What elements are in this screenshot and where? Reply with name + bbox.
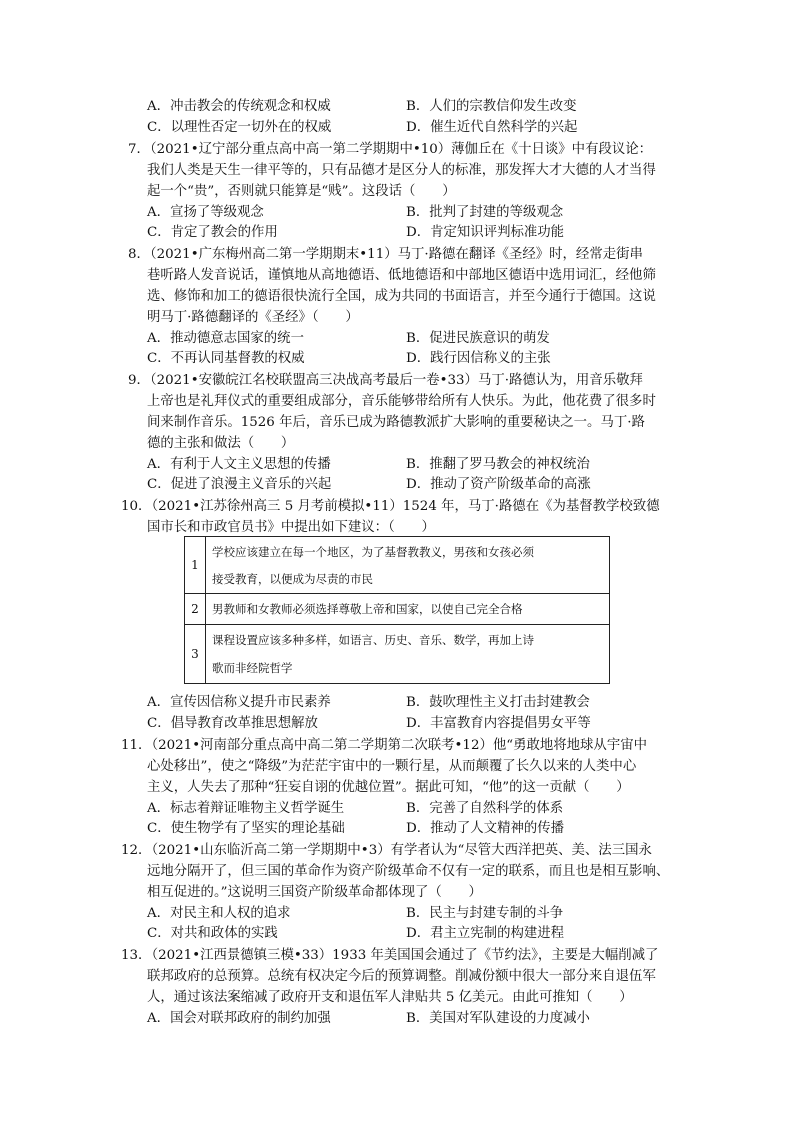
q11-stem-line-2: 心处移出”，使之“降级”为茫茫宇宙中的一颗行星，从而颠覆了长久以来的人类中心 <box>147 759 637 774</box>
q12-stem-line-2: 远地分隔开了，但三国的革命作为资产阶级革命不仅有一定的联系，而且也是相互影响、 <box>147 864 670 879</box>
q11-option-c: C．使生物学有了坚实的理论基础 <box>147 821 345 836</box>
table-row <box>185 625 610 684</box>
q11-option-d: D．推动了人文精神的传播 <box>406 821 565 836</box>
table-row-text: 男教师和女教师必须选择尊敬上帝和国家，以使自己完全合格 <box>206 594 610 625</box>
q8-stem-line-3: 选、修饰和加工的德语很快流行全国，成为共同的书面语言，并至今通行于德国。这说 <box>147 289 656 304</box>
table-row-text: 课程设置应该多种多样，如语言、历史、音乐、数学，再加上诗 歌而非经院哲学 <box>206 625 610 684</box>
q7-stem-line-3: 起一个“贵”，否则就只能算是“贱”。这段话（ ） <box>147 184 456 199</box>
q7-option-b: B．批判了封建的等级观念 <box>406 205 564 220</box>
table-row-text: 学校应该建立在每一个地区，为了基督教教义，男孩和女孩必须 接受教育，以便成为尽责的市民 <box>206 537 610 594</box>
q9-stem-line-2: 上帝也是礼拜仪式的重要组成部分，音乐能够带给所有人快乐。为此，他花费了很多时 <box>147 394 656 409</box>
q9-option-c: C．促进了浪漫主义音乐的兴起 <box>147 477 332 492</box>
q10-option-a: A．宣传因信称义提升市民素养 <box>147 695 331 710</box>
table-row <box>185 594 610 625</box>
table-row-number: 3 <box>185 625 206 684</box>
table-row <box>185 537 610 594</box>
q6-option-d: D．催生近代自然科学的兴起 <box>406 120 578 135</box>
q8-stem-line-1: 8．（2021•广东梅州高二第一学期期末•11）马丁·路德在翻译《圣经》时，经常走街串 <box>128 247 643 262</box>
q10-option-b: B．鼓吹理性主义打击封建教会 <box>406 695 590 710</box>
q9-option-b: B．推翻了罗马教会的神权统治 <box>406 457 590 472</box>
q10-stem-line-1: 10．（2021•江苏徐州高三 5 月考前模拟•11）1524 年，马丁·路德在《为基督教学校致德 <box>121 499 660 514</box>
q12-option-d: D．君主立宪制的构建进程 <box>406 926 565 941</box>
q8-option-d: D．践行因信称义的主张 <box>406 351 551 366</box>
q7-stem-line-1: 7．（2021•辽宁部分重点高中高一第二学期期中•10）薄伽丘在《十日谈》中有段议论： <box>128 142 653 157</box>
q8-stem-line-2: 巷听路人发音说话，谨慎地从高地德语、低地德语和中部地区德语中选用词汇，经他筛 <box>147 268 656 283</box>
q11-stem-line-3: 主义，人失去了那种“狂妄自诩的优越位置”。据此可知，“他”的这一贡献（ ） <box>147 780 630 795</box>
q9-stem-line-3: 间来制作音乐。1526 年后，音乐已成为路德教派扩大影响的重要秘诀之一。马丁·路 <box>147 415 645 430</box>
q7-stem-line-2: 我们人类是天生一律平等的，只有品德才是区分人的标准，那发挥大才大德的人才当得 <box>147 163 656 178</box>
q13-stem-line-1: 13．（2021•江西景德镇三模•33）1933 年美国国会通过了《节约法》，主要是大幅削减了 <box>121 948 659 963</box>
q9-option-a: A．有利于人文主义思想的传播 <box>147 457 331 472</box>
table-row-number: 1 <box>185 537 206 594</box>
q12-stem-line-1: 12．（2021•山东临沂高二第一学期期中•3）有学者认为“尽管大西洋把英、美、法三国永 <box>121 843 652 858</box>
q10-stem-line-2: 国市长和市政官员书》中提出如下建议：（ ） <box>147 520 435 535</box>
q7-option-c: C．肯定了教会的作用 <box>147 225 278 240</box>
q10-option-c: C．倡导教育改革推思想解放 <box>147 716 318 731</box>
q12-option-a: A．对民主和人权的追求 <box>147 906 291 921</box>
q12-stem-line-3: 相互促进的。”这说明三国资产阶级革命都体现了（ ） <box>147 885 482 900</box>
q13-stem-line-2: 联邦政府的总预算。总统有权决定今后的预算调整。削减份额中很大一部分来自退伍军 <box>147 969 656 984</box>
q12-option-b: B．民主与封建专制的斗争 <box>406 906 564 921</box>
q6-option-b: B．人们的宗教信仰发生改变 <box>406 99 577 114</box>
q6-option-c: C．以理性否定一切外在的权威 <box>147 120 332 135</box>
q9-stem-line-4: 德的主张和做法（ ） <box>147 436 295 451</box>
q7-option-d: D．肯定知识评判标准功能 <box>406 225 565 240</box>
q6-option-a: A．冲击教会的传统观念和权威 <box>147 99 331 114</box>
q13-option-b: B．美国对军队建设的力度减小 <box>406 1011 590 1026</box>
q8-option-c: C．不再认同基督教的权威 <box>147 351 305 366</box>
q8-stem-line-4: 明马丁·路德翻译的《圣经》（ ） <box>147 310 359 325</box>
q10-table <box>184 536 610 684</box>
q8-option-b: B．促进民族意识的萌发 <box>406 331 550 346</box>
q7-option-a: A．宣扬了等级观念 <box>147 205 264 220</box>
q12-option-c: C．对共和政体的实践 <box>147 926 278 941</box>
q13-stem-line-3: 人，通过该法案缩减了政府开支和退伍军人津贴共 5 亿美元。由此可推知（ ） <box>147 990 633 1005</box>
q10-option-d: D．丰富教育内容提倡男女平等 <box>406 716 591 731</box>
q9-stem-line-1: 9．（2021•安徽皖江名校联盟高三决战高考最后一卷•33）马丁·路德认为，用音乐敬拜 <box>128 373 643 388</box>
q8-option-a: A．推动德意志国家的统一 <box>147 331 304 346</box>
q11-option-b: B．完善了自然科学的体系 <box>406 801 564 816</box>
q11-option-a: A．标志着辩证唯物主义哲学诞生 <box>147 801 345 816</box>
q13-option-a: A．国会对联邦政府的制约加强 <box>147 1011 331 1026</box>
q11-stem-line-1: 11．（2021•河南部分重点高中高二第二学期第二次联考•12）他“勇敢地将地球从宇宙中 <box>121 738 647 753</box>
table-row-number: 2 <box>185 594 206 625</box>
q9-option-d: D．推动了资产阶级革命的高涨 <box>406 477 591 492</box>
